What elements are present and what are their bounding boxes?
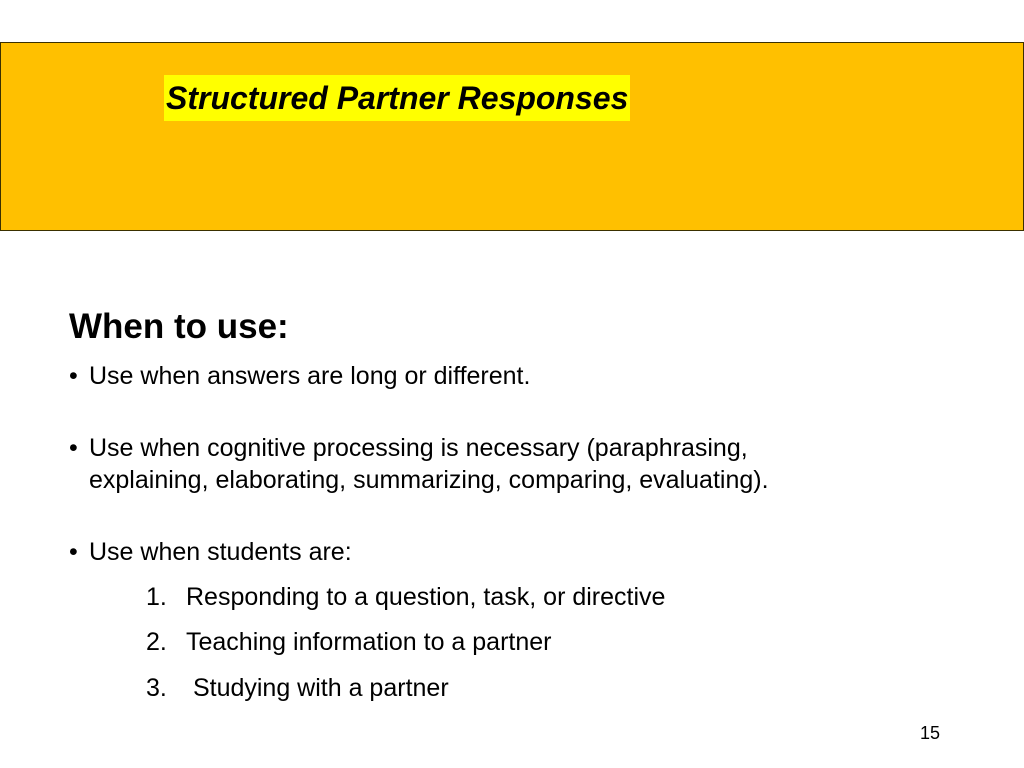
bullet-text: Use when answers are long or different.	[89, 362, 531, 390]
slide-title: Structured Partner Responses	[164, 75, 630, 121]
item-text: Studying with a partner	[186, 674, 449, 702]
bullet-text: Use when students are:	[89, 538, 352, 566]
section-heading: When to use:	[69, 307, 289, 346]
bullet-text-continued: explaining, elaborating, summarizing, comparing, evaluating).	[89, 466, 769, 494]
item-number: 3.	[146, 674, 167, 702]
bullet-text: Use when cognitive processing is necessary (paraphrasing,	[89, 434, 748, 462]
numbered-item	[146, 581, 665, 613]
bullet-item	[69, 360, 530, 392]
bullet-marker: •	[69, 538, 78, 566]
item-text: Teaching information to a partner	[186, 628, 552, 656]
bullet-marker: •	[69, 434, 78, 462]
bullet-item	[69, 536, 352, 568]
bullet-item	[69, 432, 769, 496]
page-number: 15	[920, 723, 941, 743]
item-number: 1.	[146, 583, 167, 611]
bullet-marker: •	[69, 362, 78, 390]
title-band	[0, 42, 1024, 231]
numbered-item	[146, 672, 449, 704]
numbered-item	[146, 626, 552, 658]
item-text: Responding to a question, task, or directive	[186, 583, 666, 611]
item-number: 2.	[146, 628, 167, 656]
